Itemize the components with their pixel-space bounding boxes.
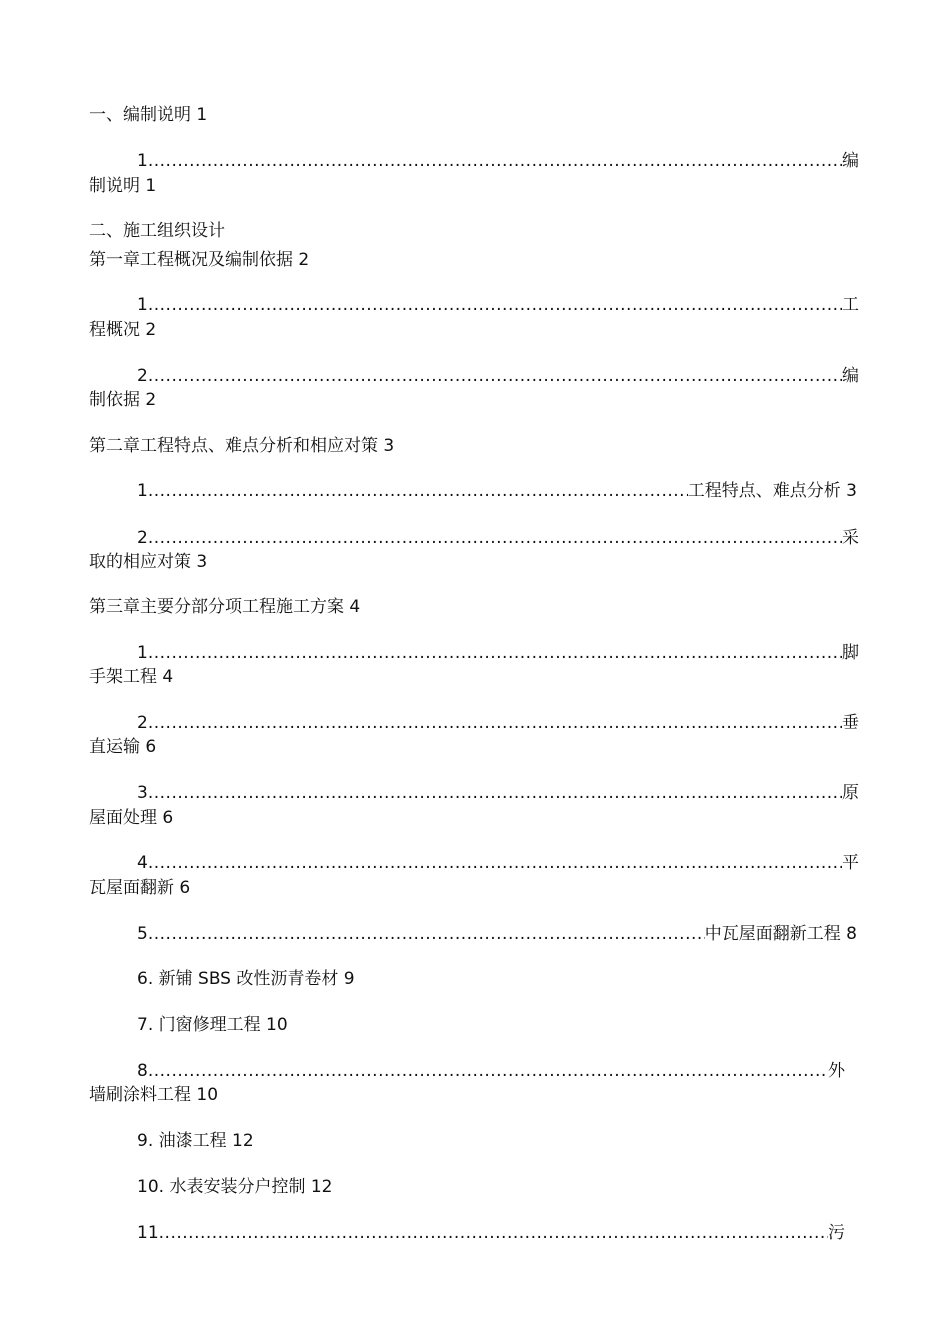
entry-title-continued: 制说明 1 (89, 176, 157, 196)
entry-title-start: 污 (828, 1223, 845, 1243)
toc-entry-c3-4[interactable] (137, 852, 859, 874)
toc-heading-2: 二、施工组织设计 (89, 221, 225, 241)
toc-entry-c3-10[interactable]: 10. 水表安装分户控制 12 (137, 1177, 333, 1197)
dot-leader (148, 923, 705, 945)
entry-title-start: 原 (842, 783, 859, 803)
entry-title-continued: 手架工程 4 (89, 667, 174, 687)
toc-entry-1-1[interactable] (137, 150, 859, 172)
toc-entry-c3-3[interactable] (137, 782, 859, 804)
dot-leader (148, 642, 842, 664)
entry-number: 1 (137, 643, 148, 663)
toc-entry-c3-2[interactable] (137, 712, 859, 734)
toc-entry-c3-5[interactable] (137, 923, 857, 945)
toc-entry-c1-1[interactable] (137, 294, 859, 316)
entry-number: 1 (137, 295, 148, 315)
entry-title: 工程特点、难点分析 3 (687, 481, 857, 501)
toc-entry-c3-9[interactable]: 9. 油漆工程 12 (137, 1131, 254, 1151)
entry-title-continued: 直运输 6 (89, 737, 157, 757)
entry-title-continued: 制依据 2 (89, 390, 157, 410)
toc-chapter-2: 第二章工程特点、难点分析和相应对策 3 (89, 436, 395, 456)
entry-number: 1 (137, 481, 148, 501)
entry-title-start: 脚 (842, 643, 859, 663)
toc-chapter-1: 第一章工程概况及编制依据 2 (89, 250, 310, 270)
toc-entry-c2-1[interactable] (137, 480, 857, 502)
entry-title-continued: 取的相应对策 3 (89, 552, 208, 572)
dot-leader (148, 1060, 828, 1082)
entry-title: 中瓦屋面翻新工程 8 (704, 924, 857, 944)
entry-number: 4 (137, 853, 148, 873)
dot-leader (148, 365, 842, 387)
dot-leader (148, 712, 842, 734)
entry-title-start: 平 (842, 853, 859, 873)
toc-entry-c2-2[interactable] (137, 527, 859, 549)
dot-leader (148, 480, 688, 502)
entry-number: 5 (137, 924, 148, 944)
entry-title-start: 外 (828, 1061, 845, 1081)
entry-number: 2 (137, 528, 148, 548)
entry-title-start: 垂 (842, 713, 859, 733)
toc-entry-c3-6[interactable]: 6. 新铺 SBS 改性沥青卷材 9 (137, 969, 355, 989)
dot-leader (148, 852, 842, 874)
entry-number: 1 (137, 151, 148, 171)
entry-number: 8 (137, 1061, 148, 1081)
entry-title-continued: 墙刷涂料工程 10 (89, 1085, 219, 1105)
entry-title-start: 编 (842, 151, 859, 171)
toc-entry-c3-1[interactable] (137, 642, 859, 664)
dot-leader (148, 527, 842, 549)
entry-number: 2 (137, 713, 148, 733)
toc-heading-1: 一、编制说明 1 (89, 105, 208, 125)
entry-number: 11 (137, 1223, 159, 1243)
entry-number: 2 (137, 366, 148, 386)
dot-leader (159, 1222, 828, 1244)
entry-number: 3 (137, 783, 148, 803)
dot-leader (148, 782, 842, 804)
toc-chapter-3: 第三章主要分部分项工程施工方案 4 (89, 597, 361, 617)
entry-title-continued: 程概况 2 (89, 320, 157, 340)
dot-leader (148, 294, 842, 316)
toc-entry-c3-8[interactable] (137, 1060, 845, 1082)
toc-entry-c3-7[interactable]: 7. 门窗修理工程 10 (137, 1015, 288, 1035)
entry-title-start: 采 (842, 528, 859, 548)
entry-title-continued: 屋面处理 6 (89, 808, 174, 828)
toc-entry-c1-2[interactable] (137, 365, 859, 387)
dot-leader (148, 150, 842, 172)
entry-title-continued: 瓦屋面翻新 6 (89, 878, 191, 898)
entry-title-start: 编 (842, 366, 859, 386)
toc-entry-c3-11[interactable] (137, 1222, 845, 1244)
entry-title-start: 工 (842, 295, 859, 315)
